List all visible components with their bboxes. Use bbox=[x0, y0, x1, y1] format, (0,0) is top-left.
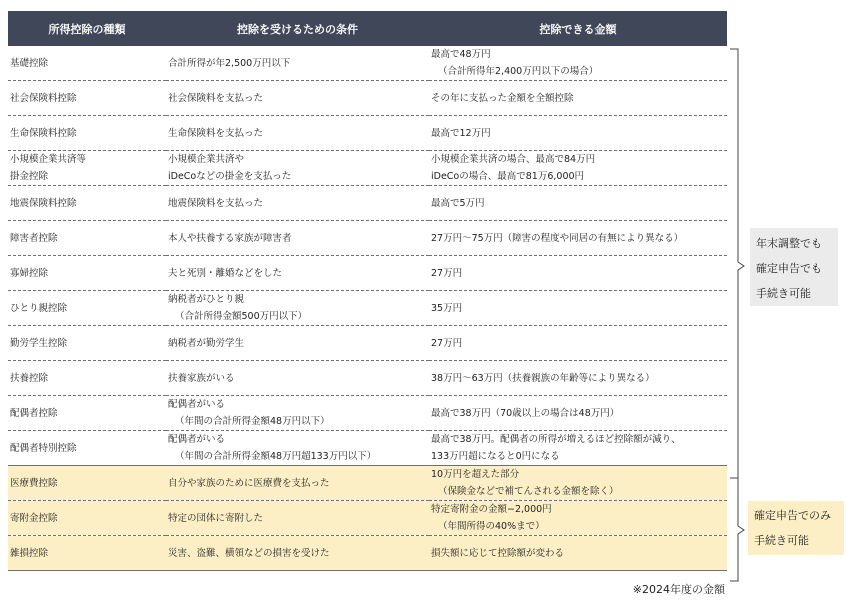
bracket-lines bbox=[729, 0, 747, 606]
table-header-row bbox=[8, 11, 727, 46]
cell-line: 扶養家族がいる bbox=[168, 372, 235, 384]
table-row bbox=[8, 536, 727, 571]
cell-amount bbox=[429, 326, 727, 361]
cell-line: 38万円～63万円（扶養親族の年齢等により異なる） bbox=[431, 372, 655, 384]
cell-line: 小規模企業共済の場合、最高で84万円 bbox=[431, 154, 596, 165]
cell-condition bbox=[166, 81, 429, 116]
cell-line: 小規模企業共済等 bbox=[10, 154, 87, 165]
cell-line: 社会保険料を支払った bbox=[168, 92, 264, 104]
cell-condition bbox=[166, 396, 429, 431]
table-row bbox=[8, 256, 727, 291]
table-row bbox=[8, 186, 727, 221]
cell-amount bbox=[429, 536, 727, 571]
cell-type bbox=[8, 116, 166, 151]
cell-type bbox=[8, 46, 166, 81]
table-row bbox=[8, 396, 727, 431]
cell-line: 特定の団体に寄附した bbox=[168, 512, 264, 524]
table-row bbox=[8, 81, 727, 116]
cell-line: 寄附金控除 bbox=[10, 512, 58, 524]
cell-line: 掛金控除 bbox=[10, 171, 49, 182]
cell-line: 納税者がひとり親 bbox=[168, 294, 245, 305]
table-row bbox=[8, 221, 727, 256]
cell-line: 地震保険料を支払った bbox=[168, 197, 264, 209]
cell-type bbox=[8, 186, 166, 221]
cell-amount bbox=[429, 396, 727, 431]
cell-line: 特定寄附金の金額−2,000円 bbox=[431, 504, 552, 515]
cell-line: 配偶者控除 bbox=[10, 407, 58, 419]
cell-line: 生命保険料を支払った bbox=[168, 127, 264, 139]
table-row bbox=[8, 466, 727, 501]
cell-line: 合計所得が年2,500万円以下 bbox=[168, 57, 291, 69]
cell-type bbox=[8, 396, 166, 431]
label-tax-return-only bbox=[748, 501, 844, 555]
cell-line: 10万円を超えた部分 bbox=[431, 469, 520, 480]
cell-condition bbox=[166, 151, 429, 186]
cell-line: （年間の合計所得金額48万円以下） bbox=[175, 416, 330, 427]
cell-line: 最高で5万円 bbox=[431, 197, 485, 209]
cell-condition bbox=[166, 46, 429, 81]
table-body bbox=[8, 46, 727, 571]
cell-line: 本人や扶養する家族が障害者 bbox=[168, 232, 292, 244]
cell-line: 医療費控除 bbox=[10, 477, 58, 489]
cell-amount bbox=[429, 186, 727, 221]
cell-line: 配偶者特別控除 bbox=[10, 442, 77, 454]
cell-line: 納税者が勤労学生 bbox=[168, 337, 245, 349]
cell-type bbox=[8, 536, 166, 571]
cell-amount bbox=[429, 46, 727, 81]
cell-line: iDeCoの場合、最高で81万6,000円 bbox=[431, 171, 585, 182]
cell-line: （年間所得の40%まで） bbox=[438, 521, 545, 532]
table-row bbox=[8, 361, 727, 396]
cell-line: 小規模企業共済や bbox=[168, 154, 245, 165]
cell-line: 27万円～75万円（障害の程度や同居の有無により異なる） bbox=[431, 232, 684, 244]
cell-type bbox=[8, 431, 166, 466]
cell-line: 最高で48万円 bbox=[431, 49, 491, 60]
cell-line: 最高で38万円（70歳以上の場合は48万円） bbox=[431, 407, 620, 419]
cell-line: 生命保険料控除 bbox=[10, 127, 77, 139]
cell-type bbox=[8, 256, 166, 291]
cell-line: 地震保険料控除 bbox=[10, 197, 77, 209]
cell-condition bbox=[166, 466, 429, 501]
cell-condition bbox=[166, 501, 429, 536]
label-line: 手続き可能 bbox=[756, 287, 811, 300]
cell-condition bbox=[166, 256, 429, 291]
cell-line: 雑損控除 bbox=[10, 547, 49, 559]
footnote: ※2024年度の金額 bbox=[632, 583, 725, 596]
header-condition: 控除を受けるための条件 bbox=[166, 11, 429, 46]
cell-amount bbox=[429, 431, 727, 466]
cell-type bbox=[8, 501, 166, 536]
cell-condition bbox=[166, 116, 429, 151]
cell-line: 災害、盗難、横領などの損害を受けた bbox=[168, 547, 330, 559]
table-row bbox=[8, 291, 727, 326]
cell-type bbox=[8, 466, 166, 501]
cell-line: 自分や家族のために医療費を支払った bbox=[168, 477, 330, 489]
cell-line: その年に支払った金額を全額控除 bbox=[431, 92, 574, 104]
cell-line: 35万円 bbox=[431, 302, 463, 314]
label-line: 年末調整でも bbox=[756, 237, 822, 250]
table-row bbox=[8, 326, 727, 361]
cell-condition bbox=[166, 361, 429, 396]
cell-type bbox=[8, 151, 166, 186]
table-row bbox=[8, 116, 727, 151]
cell-line: 寡婦控除 bbox=[10, 267, 49, 279]
cell-amount bbox=[429, 256, 727, 291]
cell-line: ひとり親控除 bbox=[10, 302, 68, 314]
cell-condition bbox=[166, 431, 429, 466]
label-line: 手続き可能 bbox=[754, 534, 809, 547]
cell-line: 最高で38万円。配偶者の所得が増えるほど控除額が減り、 bbox=[431, 434, 681, 445]
cell-line: 最高で12万円 bbox=[431, 127, 491, 139]
cell-condition bbox=[166, 186, 429, 221]
cell-line: 障害者控除 bbox=[10, 232, 58, 244]
header-amount: 控除できる金額 bbox=[429, 11, 727, 46]
bracket-tax-return bbox=[730, 478, 744, 581]
cell-line: （合計所得年2,400万円以下の場合） bbox=[438, 66, 599, 77]
cell-line: 配偶者がいる bbox=[168, 434, 226, 445]
cell-amount bbox=[429, 291, 727, 326]
table-row bbox=[8, 151, 727, 186]
cell-amount bbox=[429, 361, 727, 396]
cell-type bbox=[8, 326, 166, 361]
table-row bbox=[8, 431, 727, 466]
cell-amount bbox=[429, 501, 727, 536]
label-year-end-or-tax-return bbox=[750, 228, 838, 306]
cell-condition bbox=[166, 326, 429, 361]
cell-line: 133万円超になると0円になる bbox=[431, 451, 560, 462]
cell-condition bbox=[166, 291, 429, 326]
cell-amount bbox=[429, 116, 727, 151]
cell-condition bbox=[166, 221, 429, 256]
cell-line: 夫と死別・離婚などをした bbox=[168, 267, 283, 279]
cell-line: （合計所得金額500万円以下） bbox=[175, 311, 308, 322]
cell-amount bbox=[429, 151, 727, 186]
cell-line: 27万円 bbox=[431, 267, 463, 279]
cell-line: 扶養控除 bbox=[10, 372, 49, 384]
label-line: 確定申告でも bbox=[756, 262, 822, 275]
cell-line: （保険金などで補てんされる金額を除く） bbox=[438, 486, 619, 497]
label-line: 確定申告でのみ bbox=[754, 509, 831, 522]
cell-line: （年間の合計所得金額48万円超133万円以下） bbox=[175, 451, 377, 462]
cell-line: 配偶者がいる bbox=[168, 399, 226, 410]
cell-type bbox=[8, 221, 166, 256]
header-type: 所得控除の種類 bbox=[8, 11, 166, 46]
cell-line: 27万円 bbox=[431, 337, 463, 349]
deduction-table bbox=[8, 11, 727, 571]
cell-amount bbox=[429, 81, 727, 116]
table-row bbox=[8, 46, 727, 81]
cell-line: iDeCoなどの掛金を支払った bbox=[168, 171, 292, 182]
cell-amount bbox=[429, 466, 727, 501]
cell-line: 社会保険料控除 bbox=[10, 92, 77, 104]
cell-line: 勤労学生控除 bbox=[10, 337, 68, 349]
cell-amount bbox=[429, 221, 727, 256]
bracket-year-end bbox=[730, 49, 744, 478]
cell-type bbox=[8, 291, 166, 326]
cell-type bbox=[8, 81, 166, 116]
table-row bbox=[8, 501, 727, 536]
cell-condition bbox=[166, 536, 429, 571]
cell-type bbox=[8, 361, 166, 396]
cell-line: 基礎控除 bbox=[10, 57, 49, 69]
cell-line: 損失額に応じて控除額が変わる bbox=[431, 547, 565, 559]
